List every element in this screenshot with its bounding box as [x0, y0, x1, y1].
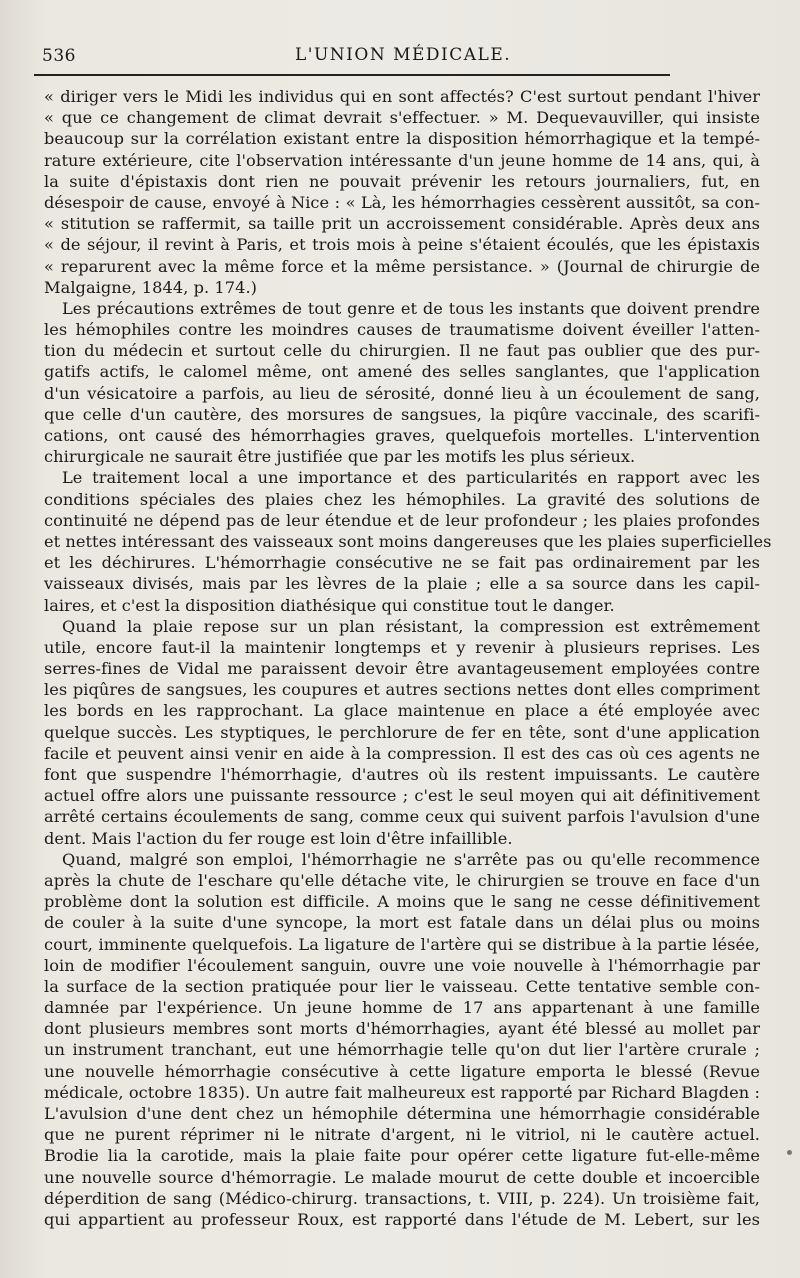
- text-line: que ne purent réprimer ni le nitrate d'argent, ni le vitriol, ni le cautère actuel.: [44, 1125, 760, 1145]
- paragraph: [44, 467, 772, 615]
- text-line: Quand la plaie repose sur un plan résistant, la compression est extrêmement: [62, 616, 760, 636]
- text-line: rature extérieure, cite l'observation intéressante d'un jeune homme de 14 ans, qui, à: [44, 150, 760, 170]
- text-line: « diriger vers le Midi les individus qui en sont affectés? C'est surtout pendant l'hiver: [44, 87, 760, 106]
- text-line: les bords en les rapprochant. La glace maintenue en place a été employée avec: [44, 701, 760, 721]
- text-line: conditions spéciales des plaies chez les hémophiles. La gravité des solutions de: [44, 489, 760, 509]
- header-rule: [34, 74, 670, 76]
- text-line: Le traitement local a une importance et des particularités en rapport avec les: [62, 468, 760, 488]
- text-line: quelque succès. Les styptiques, le perchlorure de fer en tête, sont d'une application: [44, 722, 760, 742]
- text-line: « que ce changement de climat devrait s'effectuer. » M. Dequevauviller, qui insiste: [44, 108, 760, 128]
- text-line: que celle d'un cautère, des morsures de sangsues, la piqûre vaccinale, des scarifi-: [44, 404, 760, 424]
- paragraph: [44, 298, 760, 468]
- text-line: Les précautions extrêmes de tout genre et de tous les instants que doivent prendre: [62, 298, 760, 318]
- paragraph: [44, 86, 760, 298]
- text-line: une nouvelle hémorrhagie consécutive à cette ligature emporta le blessé (Revue: [44, 1061, 760, 1081]
- text-line: déperdition de sang (Médico-chirurg. transactions, t. VIII, p. 224). Un troisième fait,: [44, 1188, 760, 1208]
- text-line: serres-fines de Vidal me paraissent devoir être avantageusement employées contre: [44, 659, 760, 679]
- page-number: 536: [42, 46, 76, 66]
- running-head: L'UNION MÉDICALE.: [295, 45, 512, 65]
- text-line: les piqûres de sangsues, les coupures et autres sections nettes dont elles compriment: [44, 680, 760, 700]
- text-line: problème dont la solution est difficile. A moins que le sang ne cesse définitivement: [44, 892, 760, 912]
- text-line: loin de modifier l'écoulement sanguin, ouvre une voie nouvelle à l'hémorrhagie par: [44, 955, 760, 975]
- text-line: cations, ont causé des hémorrhagies graves, quelquefois mortelles. L'intervention: [44, 426, 760, 445]
- text-line: continuité ne dépend pas de leur étendue et de leur profondeur ; les plaies profondes: [44, 510, 760, 530]
- text-line: médicale, octobre 1835). Un autre fait malheureux est rapporté par Richard Blagden :: [44, 1082, 760, 1102]
- text-line: L'avulsion d'une dent chez un hémophile détermina une hémorrhagie considérable: [44, 1104, 760, 1123]
- text-line: arrêté certains écoulements de sang, comme ceux qui suivent parfois l'avulsion d'une: [44, 807, 760, 827]
- text-line: un instrument tranchant, eut une hémorrhagie telle qu'on dut lier l'artère crurale ;: [44, 1040, 760, 1060]
- text-line: chirurgicale ne saurait être justifiée que par les motifs les plus sérieux.: [44, 447, 636, 467]
- text-line: et nettes intéressant des vaisseaux sont moins dangereuses que les plaies superficielles: [44, 531, 772, 551]
- text-line: court, imminente quelquefois. La ligature de l'artère qui se distribue à la partie lésée,: [44, 934, 760, 954]
- text-line: et les déchirures. L'hémorrhagie consécutive ne se fait pas ordinairement par les: [44, 553, 760, 573]
- text-line: désespoir de cause, envoyé à Nice : « Là, les hémorrhagies cessèrent aussitôt, sa con-: [44, 192, 760, 212]
- text-line: tion du médecin et surtout celle du chirurgien. Il ne faut pas oublier que des pur-: [44, 341, 760, 361]
- text-line: après la chute de l'eschare qu'elle détache vite, le chirurgien se trouve en face d'un: [44, 870, 760, 890]
- text-line: la suite d'épistaxis dont rien ne pouvait prévenir les retours journaliers, fut, en: [44, 171, 760, 191]
- text-line: « de séjour, il revint à Paris, et trois mois à peine s'étaient écoulés, que les épistaxis: [44, 235, 760, 255]
- text-line: qui appartient au professeur Roux, est rapporté dans l'étude de M. Lebert, sur les: [44, 1209, 760, 1229]
- text-line: Malgaigne, 1844, p. 174.): [44, 277, 257, 297]
- text-line: la surface de la section pratiquée pour lier le vaisseau. Cette tentative semble con-: [44, 976, 760, 996]
- paragraph: [44, 616, 760, 849]
- text-line: d'un vésicatoire a parfois, au lieu de sérosité, donné lieu à un écoulement de sang,: [44, 383, 760, 403]
- text-line: beaucoup sur la corrélation existant entre la disposition hémorrhagique et la tempé-: [44, 129, 760, 149]
- text-line: de couler à la suite d'une syncope, la mort est fatale dans un délai plus ou moins: [44, 913, 760, 933]
- text-line: font que suspendre l'hémorrhagie, d'autres où ils restent impuissants. Le cautère: [44, 765, 760, 784]
- text-line: Brodie lia la carotide, mais la plaie faite pour opérer cette ligature fut-elle-même: [44, 1146, 760, 1166]
- text-line: les hémophiles contre les moindres causes de traumatisme doivent éveiller l'atten-: [44, 320, 760, 340]
- text-line: vaisseaux divisés, mais par les lèvres de la plaie ; elle a sa source dans les capil-: [44, 574, 760, 594]
- text-line: Quand, malgré son emploi, l'hémorrhagie ne s'arrête pas ou qu'elle recommence: [62, 849, 760, 869]
- paragraph: [44, 849, 760, 1230]
- text-line: facile et peuvent ainsi venir en aide à la compression. Il est des cas où ces agents ne: [44, 743, 760, 763]
- page-header: [30, 40, 770, 72]
- text-line: dont plusieurs membres sont morts d'hémorrhagies, ayant été blessé au mollet par: [44, 1019, 760, 1039]
- text-line: une nouvelle source d'hémorragie. Le malade mourut de cette double et incoercible: [44, 1167, 760, 1187]
- text-line: « stitution se raffermit, sa taille prit un accroissement considérable. Après deux ans: [44, 214, 760, 234]
- text-line: dent. Mais l'action du fer rouge est loin d'être infaillible.: [44, 828, 513, 848]
- text-line: « reparurent avec la même force et la même persistance. » (Journal de chirurgie de: [44, 256, 760, 276]
- text-line: utile, encore faut-il la maintenir longtemps et y revenir à plusieurs reprises. Les: [44, 637, 760, 657]
- text-line: gatifs actifs, le calomel même, ont amené des selles sanglantes, que l'application: [44, 362, 760, 382]
- margin-speck: [787, 1150, 792, 1155]
- body-text: [44, 86, 772, 1230]
- text-line: laires, et c'est la disposition diathésique qui constitue tout le danger.: [44, 595, 615, 615]
- text-line: actuel offre alors une puissante ressource ; c'est le seul moyen qui ait définitivement: [44, 786, 760, 806]
- text-line: damnée par l'expérience. Un jeune homme de 17 ans appartenant à une famille: [44, 998, 760, 1018]
